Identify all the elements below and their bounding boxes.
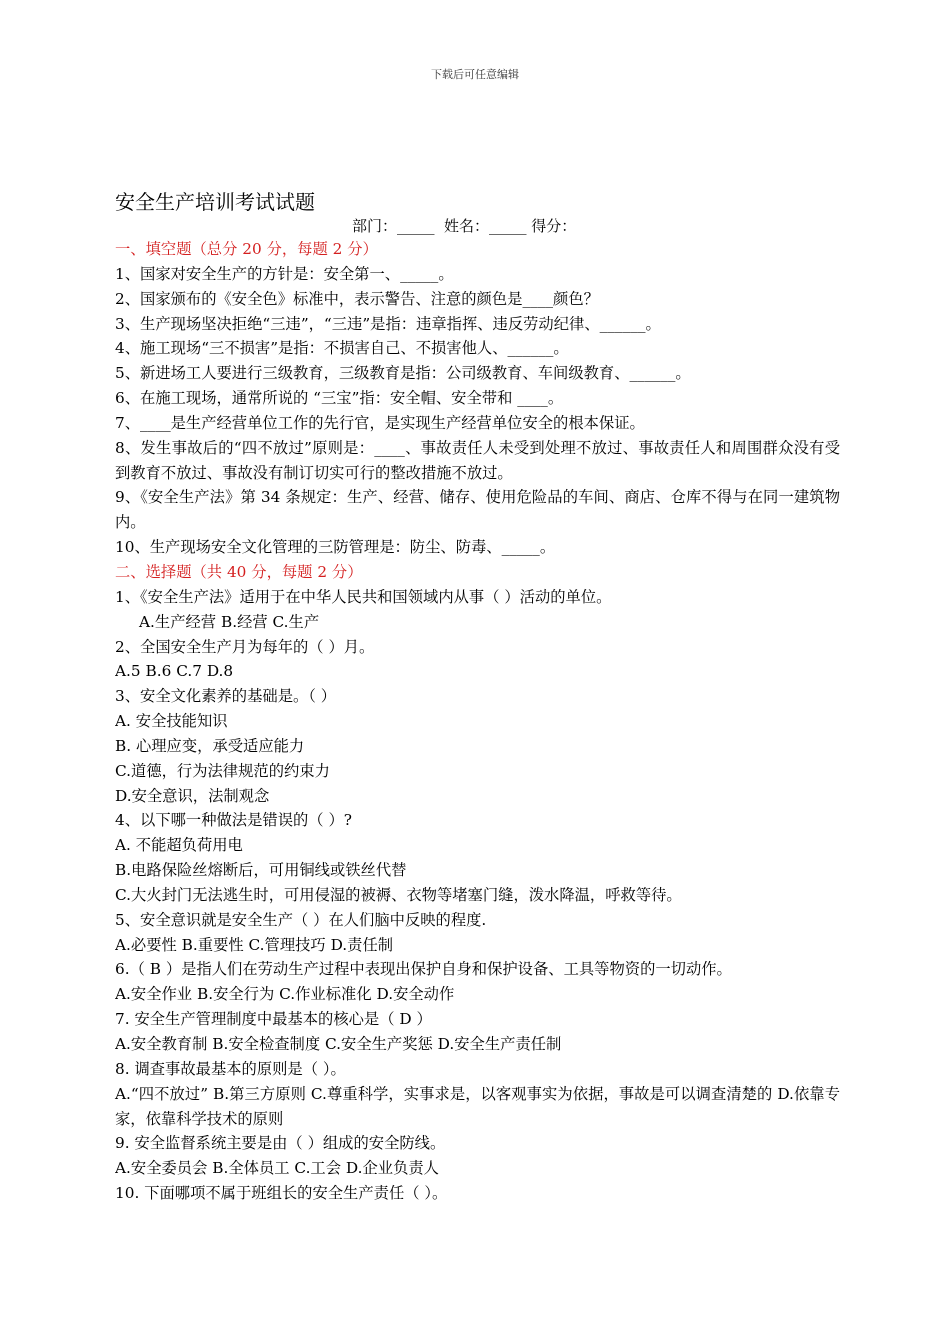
choice-question-8: 8. 调查事故最基本的原则是（ ）。	[115, 1059, 346, 1078]
fill-question-7: 7、____是生产经营单位工作的先行官，是实现生产经营单位安全的根本保证。	[115, 413, 645, 432]
choice-options-9: A.安全委员会 B.全体员工 C.工会 D.企业负责人	[115, 1159, 439, 1178]
choice-options-1: A.生产经营 B.经营 C.生产	[139, 612, 320, 631]
exam-info-line: 部门：_____ 姓名：_____ 得分：	[352, 217, 577, 235]
fill-question-10: 10、生产现场安全文化管理的三防管理是：防尘、防毒、_____。	[115, 538, 556, 557]
choice-question-3: 3、安全文化素养的基础是。（ ）	[115, 687, 337, 706]
choice-options-2: A.5 B.6 C.7 D.8	[115, 662, 234, 681]
header-note: 下载后可任意编辑	[431, 68, 519, 81]
choice-question-5: 5、安全意识就是安全生产（ ）在人们脑中反映的程度.	[115, 910, 487, 929]
choice-options-7: A.安全教育制 B.安全检查制度 C.安全生产奖惩 D.安全生产责任制	[115, 1035, 562, 1053]
choice-question-10: 10. 下面哪项不属于班组长的安全生产责任（ ）。	[115, 1184, 448, 1203]
choice-option-4b: B.电路保险丝熔断后，可用铜线或铁丝代替	[115, 861, 407, 880]
choice-options-8: A.“四不放过” B.第三方原则 C.尊重科学，实事求是，以客观事实为依据，事故是可以调查清楚的 D.依靠专家，依靠科学技术的原则	[115, 1084, 840, 1128]
fill-question-1: 1、国家对安全生产的方针是：安全第一、_____。	[115, 264, 454, 283]
choice-option-3a: A. 安全技能知识	[115, 712, 228, 731]
choice-option-4c: C.大火封门无法逃生时，可用侵湿的被褥、衣物等堵塞门缝，泼水降温，呼救等待。	[115, 885, 682, 904]
fill-question-9: 9、《安全生产法》第 34 条规定：生产、经营、储存、使用危险品的车间、商店、仓库不得与在同一建筑物内。	[115, 488, 840, 532]
fill-question-2: 2、国家颁布的《安全色》标准中，表示警告、注意的颜色是____颜色？	[115, 289, 599, 308]
fill-question-8: 8、发生事故后的“四不放过”原则是：____、事故责任人未受到处理不放过、事故责任人和周围群众没有受到教育不放过、事故没有制订切实可行的整改措施不放过。	[115, 438, 840, 482]
section1-heading: 一、填空题（总分 20 分，每题 2 分）	[115, 240, 378, 258]
choice-options-6: A.安全作业 B.安全行为 C.作业标准化 D.安全动作	[115, 985, 455, 1004]
choice-option-3d: D.安全意识，法制观念	[115, 786, 270, 805]
choice-question-6: 6.（ B ）是指人们在劳动生产过程中表现出保护自身和保护设备、工具等物资的一切动作。	[115, 960, 732, 979]
page-title: 安全生产培训考试试题	[115, 190, 315, 214]
choice-question-1: 1、《安全生产法》适用于在中华人民共和国领域内从事（ ）活动的单位。	[115, 587, 612, 606]
fill-question-6: 6、在施工现场，通常所说的 “三宝”指：安全帽、安全带和 ____。	[115, 389, 564, 408]
choice-option-3b: B. 心理应变，承受适应能力	[115, 736, 305, 755]
fill-question-4: 4、施工现场“三不损害”是指：不损害自己、不损害他人、______。	[115, 339, 569, 358]
choice-option-4a: A. 不能超负荷用电	[115, 836, 243, 855]
exam-content	[115, 237, 840, 1206]
section2-heading: 二、选择题（共 40 分，每题 2 分）	[115, 562, 363, 581]
choice-question-7: 7. 安全生产管理制度中最基本的核心是（ D ）	[115, 1010, 432, 1029]
choice-options-5: A.必要性 B.重要性 C.管理技巧 D.责任制	[115, 935, 394, 954]
choice-question-2: 2、全国安全生产月为每年的（ ）月。	[115, 637, 375, 656]
choice-question-9: 9. 安全监督系统主要是由（ ）组成的安全防线。	[115, 1134, 446, 1153]
choice-question-4: 4、以下哪一种做法是错误的（ ）?	[115, 811, 352, 830]
fill-question-5: 5、新进场工人要进行三级教育，三级教育是指：公司级教育、车间级教育、______。	[115, 364, 691, 383]
choice-option-3c: C.道德，行为法律规范的约束力	[115, 761, 330, 780]
fill-question-3: 3、生产现场坚决拒绝“三违”，“三违”是指：违章指挥、违反劳动纪律、______。	[115, 314, 661, 333]
